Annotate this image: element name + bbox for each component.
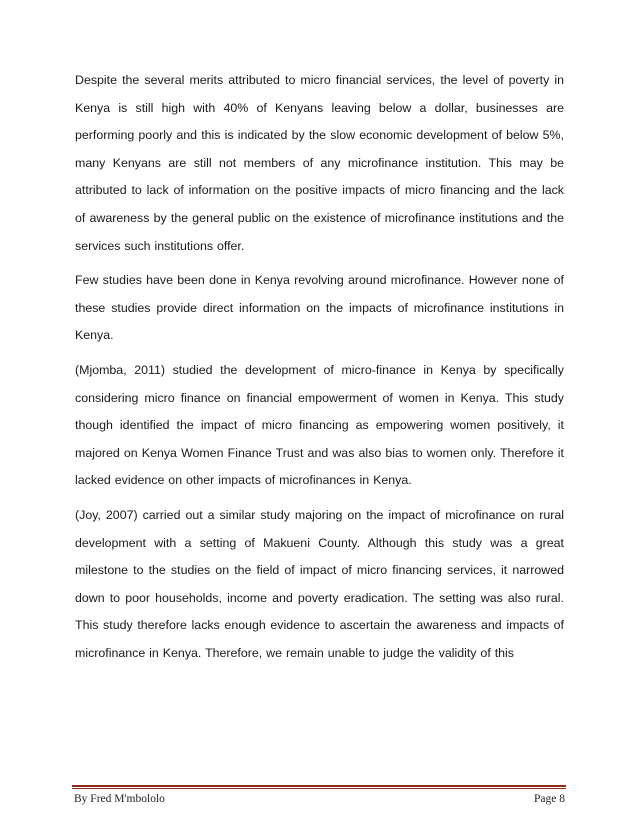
footer-divider-thick <box>72 785 566 787</box>
paragraph-few-studies: Few studies have been done in Kenya revolving around microfinance. However none of these studies provide direct information on the impacts of microfinance institutions in Kenya. <box>75 273 564 343</box>
footer-divider <box>72 785 566 789</box>
page-footer <box>74 793 565 805</box>
paragraph-joy-study: (Joy, 2007) carried out a similar study majoring on the impact of microfinance on rural development with a setting of Makueni County. Although this study was a great milestone to the studies on the field of impact of micro financing services, it narrowed down to poor households, income and poverty eradication. The setting was also rural. This study therefore lacks enough evidence to ascertain the awareness and impacts of microfinance in Kenya. Therefore, we remain unable to judge the validity of this <box>75 507 564 660</box>
footer-author: By Fred M'mbololo <box>74 793 165 805</box>
footer-divider-thin <box>72 788 566 789</box>
footer-page-number: Page 8 <box>534 793 565 805</box>
body-text <box>75 67 564 674</box>
paragraph-poverty-context: Despite the several merits attributed to micro financial services, the level of poverty in Kenya is still high with 40% of Kenyans leaving below a dollar, businesses are performing poorly and this is indicated by the slow economic development of below 5%, many Kenyans are still not members of any microfinance institution. This may be attributed to lack of information on the positive impacts of micro financing and the lack of awareness by the general public on the existence of microfinance institutions and the services such institutions offer. <box>75 73 564 253</box>
paragraph-mjomba-study: (Mjomba, 2011) studied the development of micro-finance in Kenya by specifically considering micro finance on financial empowerment of women in Kenya. This study though identified the impact of micro financing as empowering women positively, it majored on Kenya Women Finance Trust and was also bias to women only. Therefore it lacked evidence on other impacts of microfinances in Kenya. <box>75 362 564 488</box>
